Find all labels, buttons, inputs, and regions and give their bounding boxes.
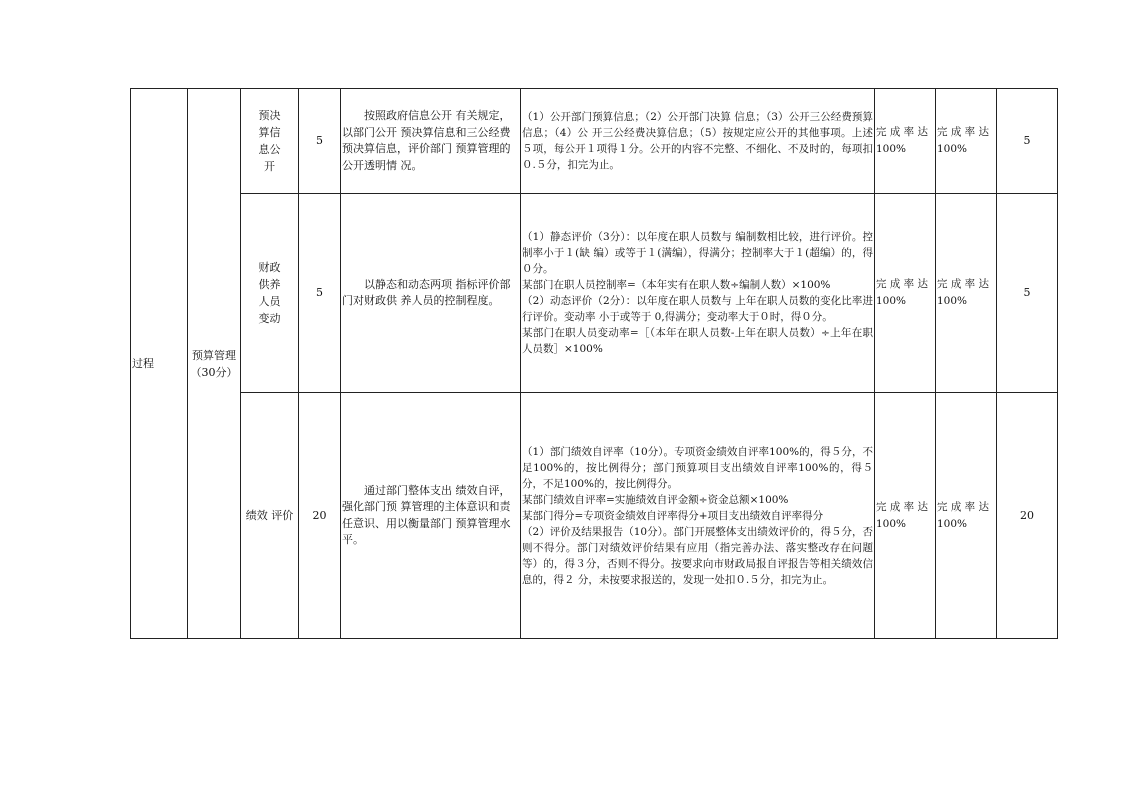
rule-paragraph: （1）公开部门预算信息；（2）公开部门决算 信息；（3）公开三公经费预算信息；（4）公 开三公经费决算信息；（5）按规定应公开的其他事项。上述５项，每公开１项得１分。公开的内容不完整、不细化、不及时的，每项扣０.５分，扣完为止。 (522, 111, 873, 171)
indicator-line: 变动 (258, 312, 281, 325)
target-value-cell (875, 393, 936, 639)
rule-paragraph: 某部门绩效自评率=实施绩效自评金额÷资金总额×100% (522, 493, 789, 506)
basis-cell (341, 89, 521, 194)
indicator-cell (241, 393, 299, 639)
indicator-line: 供养 (258, 278, 281, 291)
rule-paragraph: 某部门在职人员控制率=（本年实有在职人数÷编制人数）×100% (522, 279, 831, 291)
score-cell: 5 (299, 194, 341, 393)
basis-cell (341, 393, 521, 639)
target-value: 完 成 率 达100% (876, 278, 929, 307)
target-value: 完 成 率 达100% (876, 500, 929, 530)
basis-text: 按照政府信息公开 有关规定，以部门公开 预决算信息和三公经费 预决算信息，评价部门 预算管理的公开透明情 况。 (342, 109, 511, 172)
score-cell: 20 (299, 393, 341, 639)
indicator-cell (241, 89, 299, 194)
final-score-cell: 5 (997, 89, 1058, 194)
basis-text: 以静态和动态两项 指标评价部门对财政供 养人员的控制程度。 (342, 277, 511, 307)
target-value-cell (875, 89, 936, 194)
table-row (131, 194, 1058, 393)
rule-paragraph: 某部门得分=专项资金绩效自评率得分+项目支出绩效自评率得分 (522, 509, 824, 522)
indicator-line: 息公 (258, 143, 281, 156)
indicator-line: 财政 (258, 261, 281, 274)
indicator-line: 预决 (258, 109, 281, 122)
rule-paragraph: （1）部门绩效自评率（10分）。专项资金绩效自评率100%的，得５分，不足100%的，按比例得分；部门预算项目支出绩效自评率100%的，得５分，不足100%的，按比例得分。 (522, 445, 873, 490)
indicator-line: 人员 (258, 295, 281, 308)
actual-value: 完 成 率 达100% (937, 500, 990, 530)
category-cell (188, 89, 241, 639)
rules-cell (521, 393, 875, 639)
rule-paragraph: （2）评价及结果报告（10分）。部门开展整体支出绩效评价的，得５分，否则不得分。部门对绩效评价结果有应用（指完善办法、落实整改存在问题等）的，得３分，否则不得分。按要求向市财政局报自评报告等相关绩效信息的，得２ 分，未按要求报送的，发现一处扣０.５分，扣完为止。 (522, 525, 873, 586)
score-cell: 5 (299, 89, 341, 194)
indicator-line: 算信 (258, 126, 281, 139)
indicator-line: 绩效 评价 (245, 509, 294, 522)
actual-value: 完 成 率 达100% (937, 126, 990, 155)
actual-value-cell (936, 393, 997, 639)
category-points: （30分） (190, 365, 238, 379)
indicator-line: 开 (264, 160, 275, 173)
actual-value-cell (936, 194, 997, 393)
category-name: 预算管理 (192, 348, 236, 362)
rule-paragraph: 某部门在职人员变动率=［（本年在职人员数-上年在职人员数）÷上年在职人员数］×100% (522, 327, 873, 355)
final-score-cell: 5 (997, 194, 1058, 393)
rules-cell (521, 89, 875, 194)
rules-cell (521, 194, 875, 393)
target-value-cell (875, 194, 936, 393)
final-score-cell: 20 (997, 393, 1058, 639)
basis-cell (341, 194, 521, 393)
actual-value-cell (936, 89, 997, 194)
rule-paragraph: （1）静态评价（3分）：以年度在职人员数与 编制数相比较，进行评价。控制率小于１(缺 编）或等于１(满编），得满分；控制率大于１(超编）的，得０分。 (522, 231, 873, 275)
basis-text: 通过部门整体支出 绩效自评，强化部门预 算管理的主体意识和责 任意识、用以衡量部门 预算管理水平。 (342, 483, 511, 546)
stage-cell: 过程 (131, 89, 188, 639)
indicator-cell (241, 194, 299, 393)
evaluation-table (130, 88, 1058, 639)
target-value: 完 成 率 达100% (876, 126, 929, 155)
table-row (131, 89, 1058, 194)
rule-paragraph: （2）动态评价（2分）：以年度在职人员数与 上年在职人员数的变化比率进行评价。变动率 小于或等于 0,得满分；变动率大于０时，得０分。 (522, 295, 873, 323)
actual-value: 完 成 率 达100% (937, 278, 990, 307)
table-row (131, 393, 1058, 639)
evaluation-table-wrapper (130, 88, 1057, 638)
